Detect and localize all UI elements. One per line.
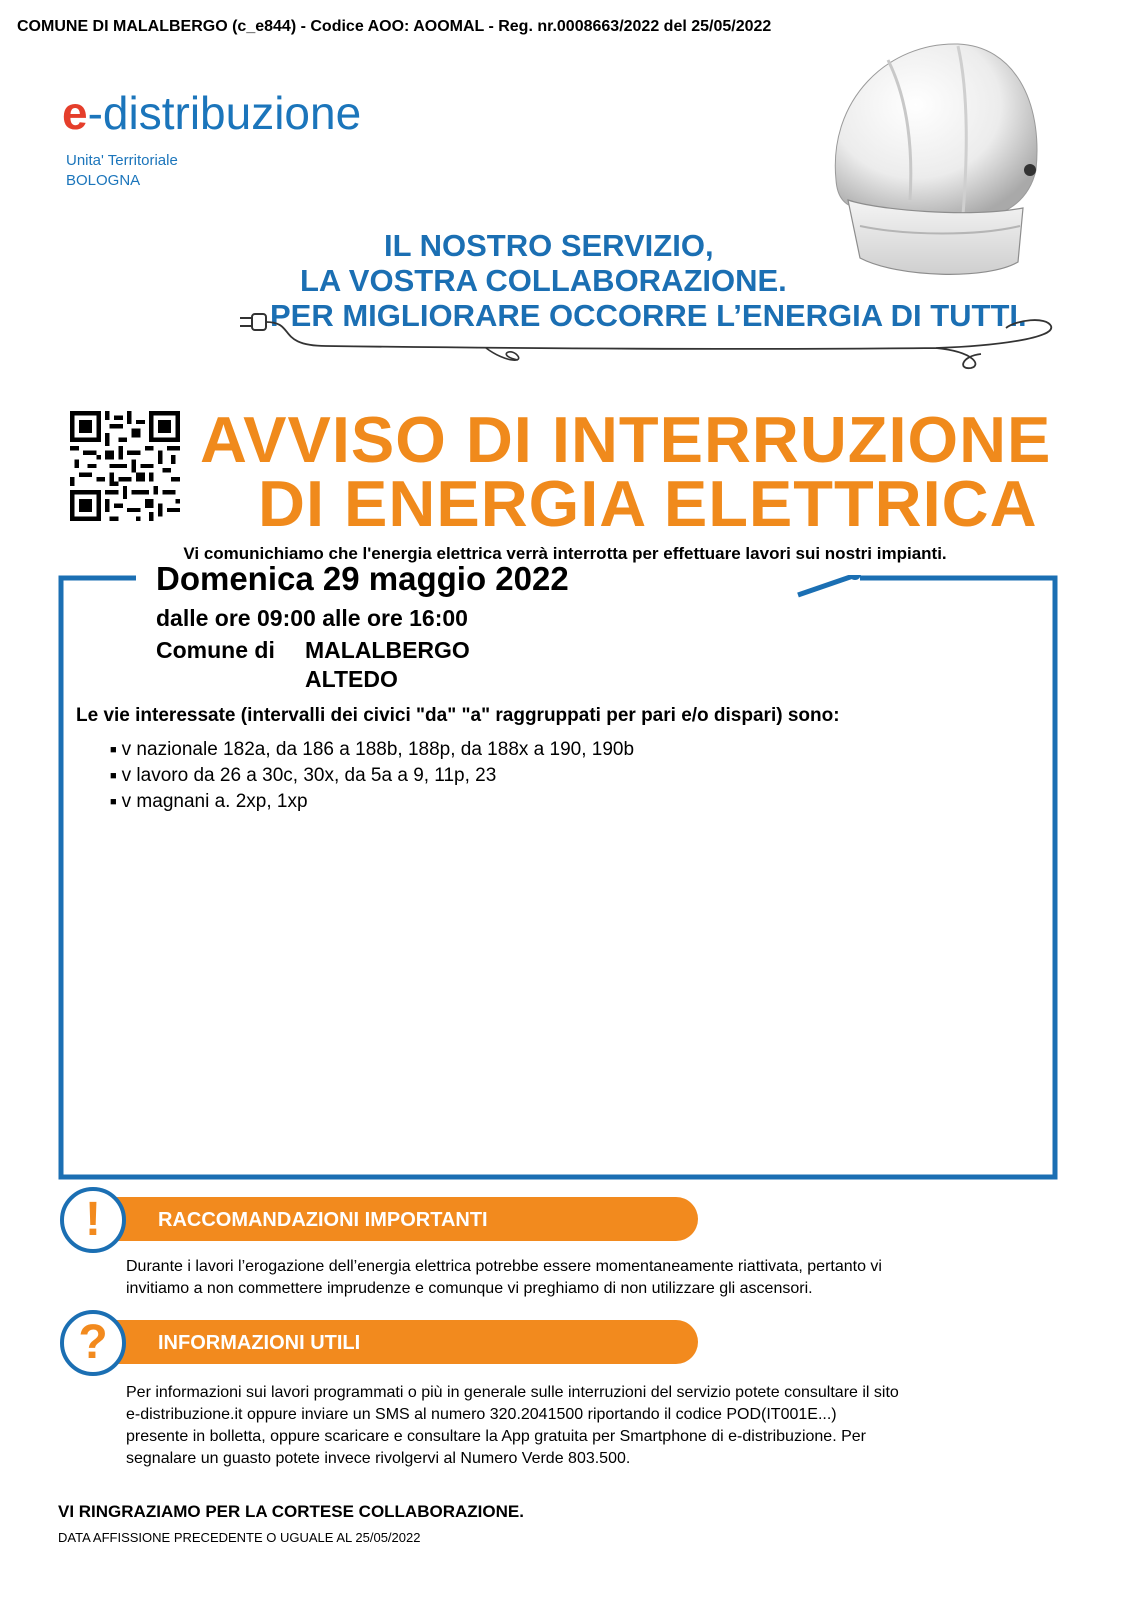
power-cable-icon	[236, 308, 1066, 383]
qr-code	[70, 410, 180, 522]
streets-list	[110, 737, 634, 815]
logo-text: -distribuzione	[87, 87, 362, 139]
slogan-line3: PER MIGLIORARE OCCORRE L’ENERGIA DI TUTTI.	[270, 298, 1027, 333]
slogan-line2: LA VOSTRA COLLABORAZIONE.	[300, 263, 787, 298]
thanks-text: VI RINGRAZIAMO PER LA CORTESE COLLABORAZIONE.	[58, 1502, 524, 1521]
title-line2: DI ENERGIA ELETTRICA	[258, 467, 1038, 540]
registration-header: COMUNE DI MALALBERGO (c_e844) - Codice AOO: AOOMAL - Reg. nr.0008663/2022 del 25/05/2022	[17, 18, 772, 35]
posting-date: DATA AFFISSIONE PRECEDENTE O UGUALE AL 25/05/2022	[58, 1530, 421, 1545]
recommendations-title: RACCOMANDAZIONI IMPORTANTI	[158, 1209, 488, 1231]
outage-hours: dalle ore 09:00 alle ore 16:00	[156, 605, 468, 631]
locality-name: ALTEDO	[305, 666, 398, 692]
slogan-line1: IL NOSTRO SERVIZIO,	[384, 228, 714, 263]
notice-title	[200, 403, 1052, 540]
outage-date: Domenica 29 maggio 2022	[156, 560, 569, 597]
notice-intro: Vi comunichiamo che l'energia elettrica verrà interrotta per effettuare lavori sui nostri impianti.	[183, 544, 947, 563]
comune-label: Comune di	[156, 637, 275, 663]
info-text: Per informazioni sui lavori programmati o più in generale sulle interruzioni del servizio potete consultare il sito e-distribuzione.it oppure inviare un SMS al numero 320.2041500 riportando il codice POD(IT001E...) presente in bolletta, oppure scaricare e consultare la App gratuita per Smartphone di e-distribuzione. Per segnalare un guasto potete invece rivolgervi al Numero Verde 803.500.	[126, 1384, 899, 1467]
question-icon: ?	[60, 1310, 126, 1376]
comune-name: MALALBERGO	[305, 637, 470, 663]
logo-e: e	[62, 87, 88, 139]
recommendations-text: Durante i lavori l’erogazione dell’energia elettrica potrebbe essere momentaneamente riattivata, pertanto vi invitiamo a non commettere imprudenze e comunque vi preghiamo di non utilizzare gli ascensori.	[126, 1258, 882, 1297]
territorial-unit	[66, 151, 178, 191]
unit-city: BOLOGNA	[66, 172, 141, 189]
details-frame	[58, 575, 1058, 1180]
unit-label: Unita' Territoriale	[66, 152, 178, 169]
list-item: ■ v nazionale 182a, da 186 a 188b, 188p, da 188x a 190, 190b	[110, 739, 635, 760]
exclamation-icon: !	[60, 1187, 126, 1253]
title-line1: AVVISO DI INTERRUZIONE	[200, 403, 1052, 476]
e-distribuzione-logo	[62, 86, 361, 140]
list-item: ■ v lavoro da 26 a 30c, 30x, da 5a a 9, 11p, 23	[110, 765, 497, 786]
streets-intro: Le vie interessate (intervalli dei civici "da" "a" raggruppati per pari e/o dispari) sono:	[76, 705, 840, 726]
info-title: INFORMAZIONI UTILI	[158, 1332, 361, 1354]
list-item: ■ v magnani a. 2xp, 1xp	[110, 791, 308, 812]
